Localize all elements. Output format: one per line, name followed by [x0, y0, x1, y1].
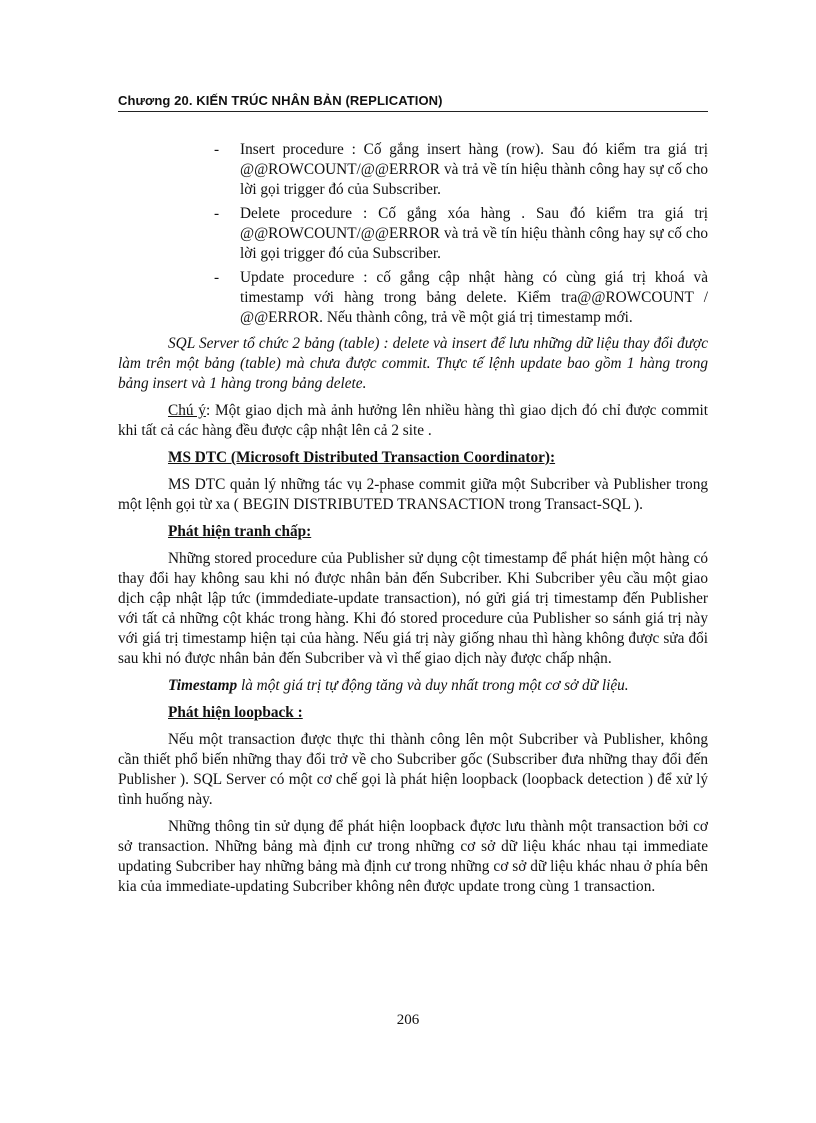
list-item: [118, 268, 708, 328]
page-number: 206: [396, 1012, 420, 1028]
paragraph-ms-dtc: MS DTC quản lý những tác vụ 2-phase commit giữa một Subcriber và Publisher trong một lệnh gọi từ xa ( BEGIN DISTRIBUTED TRANSACTION trong Transact-SQL ).: [118, 476, 708, 513]
timestamp-term: Timestamp: [168, 677, 238, 694]
heading-loopback-detection: Phát hiện loopback :: [168, 704, 303, 721]
timestamp-text: là một giá trị tự động tăng và duy nhất trong một cơ sở dữ liệu.: [237, 677, 629, 694]
chapter-header: Chương 20. KIẾN TRÚC NHÂN BẢN (REPLICATION): [118, 93, 708, 112]
bullet-dash: -: [214, 141, 220, 158]
paragraph-conflict-detection: Những stored procedure của Publisher sử dụng cột timestamp để phát hiện một hàng có thay đổi hay không sau khi nó được nhân bản đến Subcriber. Khi Subcriber yêu cầu một giao dịch cập nhật lập tức (immdediate-update transaction), nó gửi giá trị timestamp đến Publisher với tất cả những cột khác trong hàng. Khi đó stored procedure của Publisher so sánh giá trị này với giá trị timestamp hiện tại của hàng. Nếu giá trị này giống nhau thì hàng không được sửa đổi sau khi nó được nhân bản đến Subcriber và vì thế giao dịch này được chấp nhận.: [118, 550, 708, 667]
paragraph-loopback-2: Những thông tin sử dụng để phát hiện loopback đựơc lưu thành một transaction bởi cơ sở transaction. Những bảng mà định cư trong những cơ sở dữ liệu khác nhau tại immediate updating Subcriber hay những bảng mà định cư trong những cơ sở dữ liệu khác nhau ở phía bên kia của immediate-updating Subcriber không nên được update trong cùng 1 transaction.: [118, 818, 708, 895]
list-item-text: Delete procedure : Cố gắng xóa hàng . Sau đó kiểm tra giá trị @@ROWCOUNT/@@ERROR và trả về tín hiệu thành công hay sự cố cho lời gọi trigger đó của Subscriber.: [240, 205, 708, 262]
heading-ms-dtc: MS DTC (Microsoft Distributed Transaction Coordinator):: [168, 449, 556, 466]
paragraph-timestamp: [118, 676, 708, 696]
list-item: [118, 204, 708, 264]
heading-conflict-detection: Phát hiện tranh chấp:: [168, 523, 312, 540]
paragraph-sql-server-tables: SQL Server tổ chức 2 bảng (table) : delete và insert để lưu những dữ liệu thay đổi được làm trên một bảng (table) mà chưa được commit. Thực tế lệnh update bao gồm 1 hàng trong bảng insert và 1 hàng trong bảng delete.: [118, 335, 708, 392]
bullet-dash: -: [214, 205, 220, 222]
list-item-text: Update procedure : cố gắng cập nhật hàng có cùng giá trị khoá và timestamp với hàng trong bảng delete. Kiểm tra@@ROWCOUNT / @@ERROR. Nếu thành công, trả về một giá trị timestamp mới.: [240, 269, 708, 326]
note-label: Chú ý: [168, 402, 206, 419]
page-body: [118, 140, 708, 904]
list-item-text: Insert procedure : Cố gắng insert hàng (row). Sau đó kiểm tra giá trị @@ROWCOUNT/@@ERROR và trả về tín hiệu thành công hay sự cố cho lời gọi trigger đó của Subscriber.: [240, 141, 708, 198]
list-item: [118, 140, 708, 200]
bullet-dash: -: [214, 269, 220, 286]
paragraph-loopback-1: Nếu một transaction được thực thi thành công lên một Subcriber và Publisher, không cần thiết phổ biến những thay đổi trở về cho Subcriber gốc (Subscriber đưa những thay đổi đến Publisher ). SQL Server có một cơ chế gọi là phát hiện loopback (loopback detection ) để xử lý tình huống này.: [118, 731, 708, 808]
procedure-list: [118, 140, 708, 328]
paragraph-note: [118, 401, 708, 441]
note-text: : Một giao dịch mà ảnh hưởng lên nhiều hàng thì giao dịch đó chỉ được commit khi tất cả các hàng đều được cập nhật lên cả 2 site .: [118, 402, 708, 439]
